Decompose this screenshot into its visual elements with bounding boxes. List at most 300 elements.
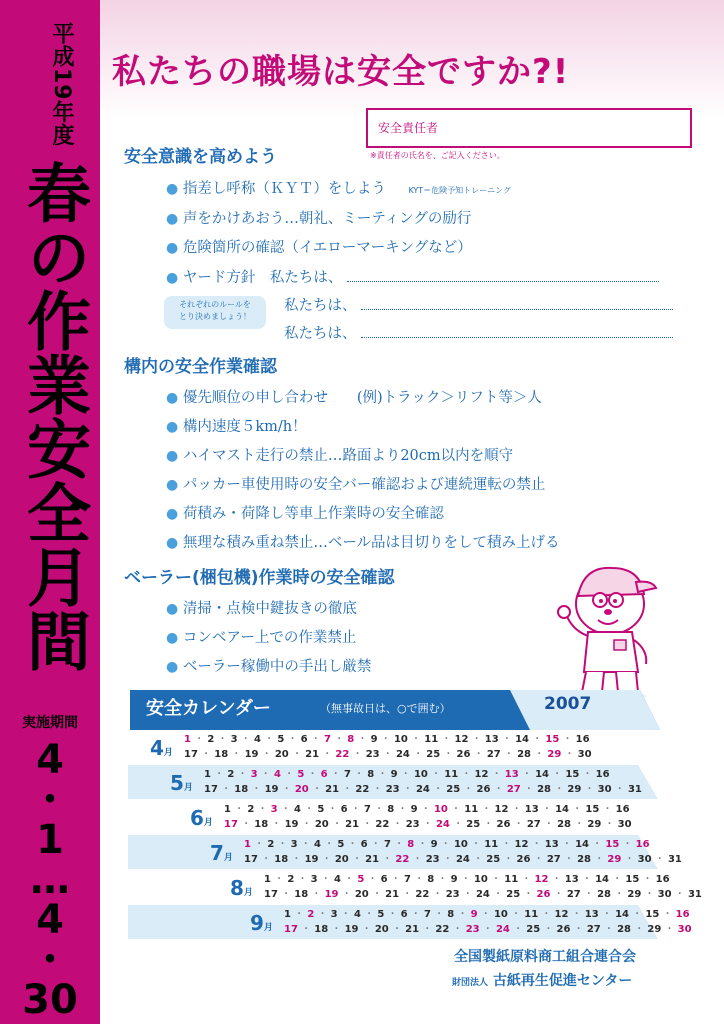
calendar-day[interactable]: 6 <box>340 804 348 815</box>
calendar-day[interactable]: 9 <box>370 734 378 745</box>
calendar-days <box>284 907 692 937</box>
calendar-day[interactable]: 5 <box>317 804 325 815</box>
calendar-day-separator: ・ <box>447 804 465 815</box>
calendar-day[interactable]: 6 <box>320 769 328 780</box>
calendar-day[interactable]: 9 <box>430 839 438 850</box>
calendar-day-separator: ・ <box>548 874 565 885</box>
calendar-day[interactable]: 11 <box>484 839 499 850</box>
calendar-day[interactable]: 21 <box>405 924 420 935</box>
bullet-icon: ● <box>166 390 179 406</box>
calendar-day[interactable]: 2 <box>207 734 215 745</box>
calendar-day[interactable]: 9 <box>470 909 478 920</box>
list-item-text: 指差し呼称（ＫＹＴ）をしよう <box>182 181 386 197</box>
calendar-day[interactable]: 17 <box>224 819 238 830</box>
calendar-day-separator: ・ <box>580 889 598 900</box>
calendar-day-line <box>184 732 592 747</box>
calendar-day[interactable]: 16 <box>635 839 650 850</box>
calendar-day[interactable]: 22 <box>395 854 410 865</box>
calendar-day[interactable]: 19 <box>344 924 359 935</box>
period-line: 1 <box>36 817 64 863</box>
calendar-day-separator: ・ <box>394 804 411 815</box>
list-item <box>166 236 472 257</box>
calendar-day[interactable]: 28 <box>517 749 532 760</box>
rule-write-line[interactable] <box>361 297 673 310</box>
calendar-day[interactable]: 2 <box>267 839 275 850</box>
calendar-day[interactable]: 7 <box>363 804 371 815</box>
calendar-day[interactable]: 20 <box>334 854 349 865</box>
period-line: 4 <box>36 897 64 943</box>
calendar-day-separator: ・ <box>344 839 361 850</box>
calendar-day[interactable]: 28 <box>577 854 592 865</box>
calendar-day[interactable]: 13 <box>584 909 599 920</box>
calendar-day[interactable]: 20 <box>354 889 369 900</box>
calendar-day[interactable]: 13 <box>524 804 539 815</box>
calendar-day[interactable]: 22 <box>375 819 390 830</box>
calendar-subtitle: （無事故日は、○で囲む） <box>320 702 451 715</box>
calendar-day[interactable]: 8 <box>367 769 375 780</box>
calendar-day-separator: ・ <box>659 909 676 920</box>
calendar-day-separator: ・ <box>308 889 325 900</box>
calendar-day[interactable]: 1 <box>264 874 271 885</box>
calendar-day-separator: ・ <box>639 874 656 885</box>
rule-write-line[interactable] <box>347 269 659 282</box>
calendar-day[interactable]: 27 <box>486 749 501 760</box>
calendar-day-separator: ・ <box>328 924 345 935</box>
calendar-day[interactable]: 26 <box>536 889 551 900</box>
calendar-day[interactable]: 14 <box>615 909 629 920</box>
calendar-day[interactable]: 16 <box>655 874 670 885</box>
calendar-day[interactable]: 28 <box>617 924 632 935</box>
calendar-day[interactable]: 24 <box>415 784 430 795</box>
calendar-day[interactable]: 21 <box>345 819 360 830</box>
calendar-day-separator: ・ <box>254 804 271 815</box>
calendar-day-separator: ・ <box>237 819 255 830</box>
calendar-day[interactable]: 1 <box>284 909 291 920</box>
calendar-day[interactable]: 22 <box>355 784 370 795</box>
calendar-month-row <box>128 870 702 904</box>
calendar-day[interactable]: 18 <box>274 854 289 865</box>
calendar-day[interactable]: 16 <box>675 909 690 920</box>
calendar-day[interactable]: 29 <box>587 819 602 830</box>
calendar-day[interactable]: 3 <box>290 839 298 850</box>
list-item <box>166 415 307 436</box>
calendar-day-separator: ・ <box>468 734 485 745</box>
calendar-day[interactable]: 12 <box>554 909 569 920</box>
calendar-day-separator: ・ <box>250 839 268 850</box>
calendar-day[interactable]: 10 <box>393 734 408 745</box>
calendar-day[interactable]: 26 <box>556 924 571 935</box>
calendar-day-separator: ・ <box>319 749 336 760</box>
calendar-day[interactable]: 9 <box>410 804 418 815</box>
calendar-day[interactable]: 14 <box>515 734 529 745</box>
calendar-day[interactable]: 21 <box>305 749 320 760</box>
calendar-day[interactable]: 29 <box>607 854 622 865</box>
calendar-day-separator: ・ <box>317 874 334 885</box>
calendar-day[interactable]: 14 <box>595 874 609 885</box>
calendar-day-separator: ・ <box>368 889 386 900</box>
calendar-day[interactable]: 8 <box>427 874 435 885</box>
list-item-text: 優先順位の申し合わせ (例)トラック＞リフト等＞人 <box>182 390 542 406</box>
calendar-day[interactable]: 10 <box>473 874 488 885</box>
calendar-day[interactable]: 26 <box>496 819 511 830</box>
calendar-day[interactable]: 16 <box>595 769 610 780</box>
calendar-day-separator: ・ <box>490 784 507 795</box>
calendar-day[interactable]: 24 <box>495 924 510 935</box>
calendar-day[interactable]: 27 <box>566 889 581 900</box>
calendar-days <box>224 802 632 832</box>
calendar-day[interactable]: 29 <box>547 749 562 760</box>
list-item <box>166 531 560 552</box>
calendar-day[interactable]: 30 <box>677 924 692 935</box>
calendar-day[interactable]: 6 <box>400 909 408 920</box>
calendar-day[interactable]: 1 <box>224 804 231 815</box>
calendar-day[interactable]: 2 <box>307 909 315 920</box>
calendar-day[interactable]: 5 <box>297 769 305 780</box>
list-item-text: 構内速度５km/h！ <box>182 419 307 435</box>
bullet-icon: ● <box>166 181 179 197</box>
calendar-day[interactable]: 2 <box>227 769 235 780</box>
calendar-day-separator: ・ <box>258 749 275 760</box>
list-item-text: 荷積み・荷降し等車上作業時の安全確認 <box>182 506 444 522</box>
calendar-day[interactable]: 13 <box>564 874 579 885</box>
calendar-day-separator: ・ <box>284 734 301 745</box>
calendar-month-label <box>150 736 173 760</box>
calendar-day-separator: ・ <box>520 889 537 900</box>
list-item-text: 清掃・点検中鍵抜きの徹底 <box>182 601 357 617</box>
calendar-day-separator: ・ <box>591 854 608 865</box>
calendar-day[interactable]: 8 <box>347 734 355 745</box>
calendar-day-separator: ・ <box>360 909 378 920</box>
calendar-day[interactable]: 15 <box>585 804 600 815</box>
calendar-day[interactable]: 8 <box>407 839 415 850</box>
calendar-day-separator: ・ <box>579 769 596 780</box>
calendar-day[interactable]: 2 <box>287 874 295 885</box>
calendar-day-separator: ・ <box>337 909 354 920</box>
calendar-day-separator: ・ <box>558 839 576 850</box>
calendar-month-label <box>250 911 273 935</box>
calendar-day[interactable]: 21 <box>325 784 340 795</box>
calendar-day-separator: ・ <box>288 749 306 760</box>
calendar-day[interactable]: 27 <box>586 924 601 935</box>
calendar-day-separator: ・ <box>498 839 515 850</box>
calendar-day-separator: ・ <box>314 909 331 920</box>
calendar-day[interactable]: 3 <box>250 769 258 780</box>
calendar-day[interactable]: 4 <box>293 804 301 815</box>
calendar-month-suffix: 月 <box>183 783 193 793</box>
calendar-day[interactable]: 4 <box>273 769 281 780</box>
calendar-day[interactable]: 4 <box>333 874 341 885</box>
calendar-day[interactable]: 7 <box>383 839 391 850</box>
calendar-day[interactable]: 25 <box>506 889 521 900</box>
calendar-day-separator: ・ <box>340 874 358 885</box>
calendar-day[interactable]: 9 <box>390 769 398 780</box>
calendar-day[interactable]: 12 <box>534 874 549 885</box>
calendar-day-separator: ・ <box>589 839 606 850</box>
calendar-day[interactable]: 20 <box>374 924 389 935</box>
calendar-day[interactable]: 18 <box>214 749 229 760</box>
calendar-day[interactable]: 16 <box>575 734 590 745</box>
calendar-day[interactable]: 30 <box>597 784 612 795</box>
calendar-day[interactable]: 14 <box>535 769 549 780</box>
calendar-day[interactable]: 12 <box>494 804 509 815</box>
calendar-day[interactable]: 23 <box>445 889 460 900</box>
calendar-day[interactable]: 3 <box>310 874 318 885</box>
calendar-day[interactable]: 26 <box>516 854 531 865</box>
calendar-day-separator: ・ <box>470 749 487 760</box>
calendar-day-separator: ・ <box>268 819 285 830</box>
calendar-day[interactable]: 3 <box>230 734 238 745</box>
foundation-label: 古紙再生促進センター <box>492 973 633 989</box>
calendar-day[interactable]: 31 <box>627 784 642 795</box>
responsible-person-field[interactable] <box>366 108 692 148</box>
calendar-day[interactable]: 15 <box>605 839 620 850</box>
calendar-day[interactable]: 24 <box>455 854 470 865</box>
calendar-day[interactable]: 5 <box>337 839 345 850</box>
calendar-day[interactable]: 27 <box>506 784 521 795</box>
section-heading-awareness: 安全意識を高めよう <box>124 147 277 167</box>
calendar-day-separator: ・ <box>621 854 638 865</box>
list-item <box>166 266 659 287</box>
calendar-day-separator: ・ <box>427 769 445 780</box>
calendar-day-separator: ・ <box>358 924 375 935</box>
calendar-day[interactable]: 19 <box>324 889 339 900</box>
calendar-day-separator: ・ <box>437 839 454 850</box>
calendar-day-separator: ・ <box>277 804 294 815</box>
calendar-day[interactable]: 17 <box>204 784 218 795</box>
calendar-day[interactable]: 2 <box>247 804 255 815</box>
calendar-day[interactable]: 10 <box>493 909 508 920</box>
calendar-day-separator: ・ <box>469 854 487 865</box>
calendar-day[interactable]: 6 <box>360 839 368 850</box>
calendar-day[interactable]: 18 <box>314 924 329 935</box>
calendar-day[interactable]: 15 <box>645 909 660 920</box>
calendar-days <box>244 837 682 867</box>
calendar-day-separator: ・ <box>388 924 406 935</box>
calendar-day[interactable]: 28 <box>597 889 612 900</box>
calendar-day[interactable]: 23 <box>425 854 440 865</box>
calendar-day[interactable]: 26 <box>456 749 471 760</box>
calendar-day[interactable]: 26 <box>476 784 491 795</box>
calendar-day-separator: ・ <box>449 819 467 830</box>
period-label: 実施期間 <box>22 715 78 731</box>
calendar-day[interactable]: 29 <box>627 889 642 900</box>
calendar-day-separator: ・ <box>438 734 455 745</box>
calendar-day[interactable]: 12 <box>474 769 489 780</box>
rule-line-label: 私たちは、 <box>284 326 357 342</box>
calendar-day[interactable]: 7 <box>343 769 351 780</box>
calendar-day[interactable]: 31 <box>687 889 702 900</box>
calendar-day[interactable]: 18 <box>234 784 249 795</box>
calendar-day[interactable]: 6 <box>380 874 388 885</box>
calendar-day[interactable]: 11 <box>444 769 459 780</box>
period-line: 30 <box>22 977 78 1023</box>
calendar-day[interactable]: 19 <box>244 749 259 760</box>
calendar-day-separator: ・ <box>280 769 298 780</box>
calendar-day[interactable]: 15 <box>625 874 640 885</box>
list-item-text: ベーラー稼働中の手出し厳禁 <box>182 659 372 675</box>
period-line: ・ <box>30 937 70 983</box>
calendar-day[interactable]: 10 <box>413 769 428 780</box>
calendar-day[interactable]: 7 <box>403 874 411 885</box>
calendar-day[interactable]: 21 <box>365 854 380 865</box>
calendar-day[interactable]: 23 <box>385 784 400 795</box>
calendar-day[interactable]: 12 <box>454 734 469 745</box>
calendar-day[interactable]: 14 <box>555 804 569 815</box>
calendar-month-row <box>128 730 668 764</box>
calendar-day-separator: ・ <box>629 909 646 920</box>
calendar-day[interactable]: 7 <box>423 909 431 920</box>
list-item-text: 危険箇所の確認（イエローマーキングなど） <box>182 240 472 256</box>
foundation-prefix: 財団法人 <box>452 978 489 988</box>
calendar-day[interactable]: 9 <box>450 874 458 885</box>
calendar-day[interactable]: 30 <box>657 889 672 900</box>
calendar-day[interactable]: 22 <box>415 889 430 900</box>
calendar-day[interactable]: 28 <box>537 784 552 795</box>
calendar-day-separator: ・ <box>318 854 335 865</box>
calendar-day[interactable]: 13 <box>544 839 559 850</box>
calendar-day[interactable]: 25 <box>526 924 541 935</box>
calendar-day-separator: ・ <box>509 924 527 935</box>
calendar-day-separator: ・ <box>520 784 538 795</box>
calendar-day-separator: ・ <box>611 784 628 795</box>
rule-write-line[interactable] <box>361 325 673 338</box>
calendar-day[interactable]: 14 <box>575 839 589 850</box>
calendar-day[interactable]: 27 <box>526 819 541 830</box>
calendar-day[interactable]: 18 <box>294 889 309 900</box>
calendar-day[interactable]: 19 <box>264 784 279 795</box>
calendar-day-separator: ・ <box>409 854 426 865</box>
calendar-day-separator: ・ <box>671 889 688 900</box>
calendar-day-separator: ・ <box>559 734 576 745</box>
calendar-day[interactable]: 25 <box>486 854 501 865</box>
calendar-day-line <box>224 817 632 832</box>
calendar-day[interactable]: 11 <box>524 909 539 920</box>
calendar-day[interactable]: 10 <box>433 804 448 815</box>
calendar-day-separator: ・ <box>410 874 428 885</box>
calendar-day-separator: ・ <box>294 874 311 885</box>
calendar-day[interactable]: 11 <box>504 874 519 885</box>
bullet-icon: ● <box>166 659 179 675</box>
calendar-day[interactable]: 8 <box>447 909 455 920</box>
calendar-day-separator: ・ <box>510 819 527 830</box>
calendar-day-separator: ・ <box>197 749 215 760</box>
calendar-day[interactable]: 24 <box>475 889 490 900</box>
calendar-day[interactable]: 3 <box>270 804 278 815</box>
calendar-day-separator: ・ <box>500 854 517 865</box>
calendar-day[interactable]: 4 <box>313 839 321 850</box>
calendar-day-separator: ・ <box>651 854 668 865</box>
calendar-day[interactable]: 1 <box>244 839 251 850</box>
calendar-day[interactable]: 17 <box>184 749 198 760</box>
calendar-day[interactable]: 3 <box>330 909 338 920</box>
calendar-day[interactable]: 1 <box>204 769 211 780</box>
rule-line <box>284 294 673 315</box>
calendar-day[interactable]: 24 <box>395 749 410 760</box>
calendar-day[interactable]: 30 <box>617 819 632 830</box>
calendar-day[interactable]: 17 <box>264 889 278 900</box>
calendar-day[interactable]: 6 <box>300 734 308 745</box>
calendar-day[interactable]: 5 <box>357 874 365 885</box>
calendar-day[interactable]: 5 <box>277 734 285 745</box>
calendar-day-separator: ・ <box>328 819 346 830</box>
calendar-day[interactable]: 29 <box>567 784 582 795</box>
calendar-day-separator: ・ <box>549 769 566 780</box>
calendar-month-suffix: 月 <box>243 888 253 898</box>
calendar-day-separator: ・ <box>571 819 588 830</box>
calendar-day-separator: ・ <box>300 804 318 815</box>
calendar-day[interactable]: 27 <box>546 854 561 865</box>
calendar-day-separator: ・ <box>434 874 451 885</box>
calendar-day[interactable]: 20 <box>294 784 309 795</box>
calendar-day[interactable]: 21 <box>385 889 400 900</box>
calendar-day[interactable]: 11 <box>424 734 439 745</box>
calendar-day[interactable]: 29 <box>647 924 662 935</box>
calendar-day-separator: ・ <box>327 769 344 780</box>
calendar-day-separator: ・ <box>568 909 585 920</box>
calendar-day[interactable]: 17 <box>244 854 258 865</box>
calendar-day-line <box>204 782 642 797</box>
calendar-day[interactable]: 23 <box>365 749 380 760</box>
calendar-day[interactable]: 22 <box>435 924 450 935</box>
calendar-day[interactable]: 15 <box>565 769 580 780</box>
calendar-day[interactable]: 25 <box>426 749 441 760</box>
calendar-day[interactable]: 5 <box>377 909 385 920</box>
rule-hint-bubble <box>164 296 266 329</box>
calendar-day[interactable]: 16 <box>615 804 630 815</box>
calendar-day[interactable]: 25 <box>446 784 461 795</box>
calendar-day[interactable]: 28 <box>557 819 572 830</box>
calendar-day[interactable]: 23 <box>405 819 420 830</box>
calendar-month-number: 9 <box>250 911 264 935</box>
calendar-month-suffix: 月 <box>203 818 213 828</box>
calendar-day[interactable]: 12 <box>514 839 529 850</box>
calendar-day[interactable]: 4 <box>253 734 261 745</box>
calendar-day[interactable]: 30 <box>577 749 592 760</box>
calendar-day[interactable]: 13 <box>504 769 519 780</box>
calendar-day[interactable]: 7 <box>323 734 331 745</box>
calendar-day[interactable]: 1 <box>184 734 191 745</box>
calendar-year: 2007 <box>544 694 592 714</box>
calendar-day[interactable]: 11 <box>464 804 479 815</box>
calendar-day[interactable]: 13 <box>484 734 499 745</box>
calendar-day[interactable]: 10 <box>453 839 468 850</box>
calendar-day-separator: ・ <box>498 734 516 745</box>
calendar-day[interactable]: 19 <box>304 854 319 865</box>
calendar-day-separator: ・ <box>631 924 648 935</box>
calendar-day-separator: ・ <box>419 819 436 830</box>
calendar-day[interactable]: 25 <box>466 819 481 830</box>
calendar-day[interactable]: 15 <box>545 734 560 745</box>
calendar-day[interactable]: 19 <box>284 819 299 830</box>
calendar-day[interactable]: 18 <box>254 819 269 830</box>
calendar-day[interactable]: 30 <box>637 854 652 865</box>
calendar-day[interactable]: 24 <box>435 819 450 830</box>
calendar-day[interactable]: 20 <box>314 819 329 830</box>
calendar-day[interactable]: 17 <box>284 924 298 935</box>
list-item-text: コンベアー上での作業禁止 <box>182 630 357 646</box>
calendar-day[interactable]: 23 <box>465 924 480 935</box>
calendar-day[interactable]: 31 <box>667 854 682 865</box>
calendar-day[interactable]: 8 <box>387 804 395 815</box>
foundation-name <box>452 970 632 990</box>
calendar-day-separator: ・ <box>440 749 457 760</box>
calendar-day[interactable]: 22 <box>335 749 350 760</box>
calendar-day-separator: ・ <box>399 889 416 900</box>
calendar-day-line <box>244 837 682 852</box>
calendar-day[interactable]: 4 <box>353 909 361 920</box>
calendar-day-separator: ・ <box>460 784 477 795</box>
calendar-day[interactable]: 20 <box>274 749 289 760</box>
